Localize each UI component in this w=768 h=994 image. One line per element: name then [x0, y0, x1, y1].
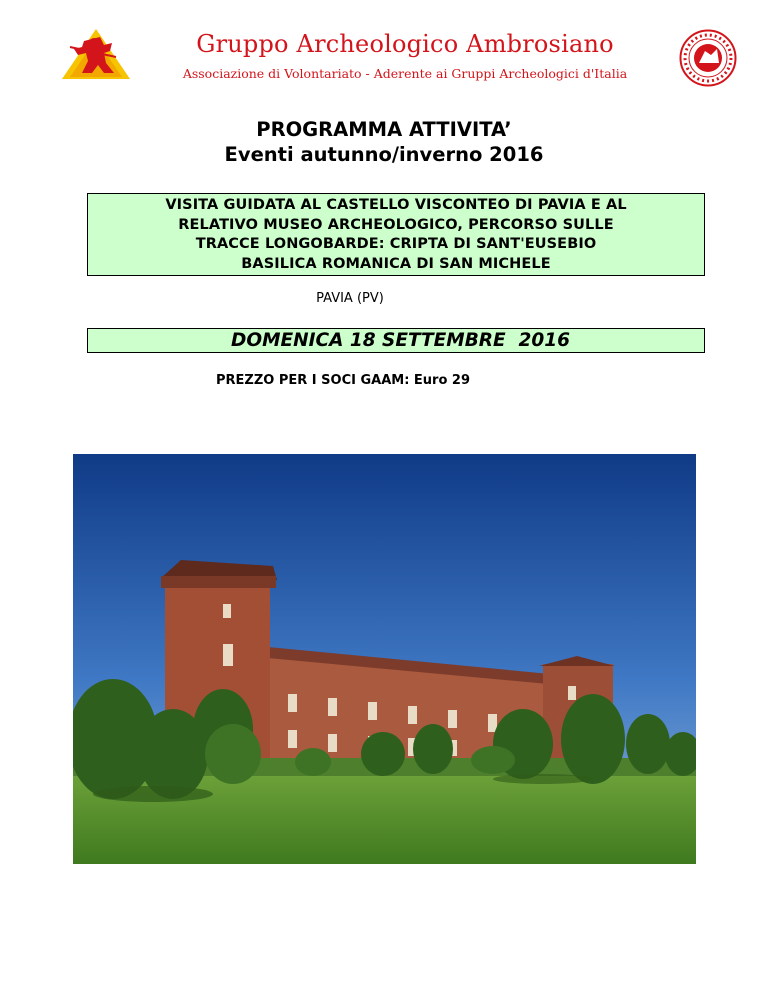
- event-title-box: [87, 193, 705, 276]
- org-subtitle: Associazione di Volontariato - Aderente ai Gruppi Archeologici d'Italia: [182, 66, 628, 81]
- gaam-logo-icon: [60, 27, 132, 81]
- event-location: PAVIA (PV): [316, 291, 384, 306]
- event-title-line: RELATIVO MUSEO ARCHEOLOGICO, PERCORSO SULLE: [178, 216, 614, 233]
- title-line-1: PROGRAMMA ATTIVITA’: [256, 118, 512, 141]
- member-price: PREZZO PER I SOCI GAAM: Euro 29: [216, 373, 471, 388]
- event-title-line: VISITA GUIDATA AL CASTELLO VISCONTEO DI PAVIA E AL: [165, 197, 627, 213]
- gruppi-archeologici-seal-icon: [679, 29, 737, 87]
- event-date: DOMENICA 18 SETTEMBRE 2016: [231, 330, 571, 351]
- page-title: [0, 117, 768, 167]
- org-name: Gruppo Archeologico Ambrosiano: [196, 30, 614, 58]
- event-title-line: TRACCE LONGOBARDE: CRIPTA DI SANT'EUSEBIO: [195, 236, 597, 253]
- castello-visconteo-photo: [73, 454, 696, 864]
- event-date-box: [87, 328, 705, 353]
- event-title-line: BASILICA ROMANICA DI SAN MICHELE: [241, 255, 551, 272]
- title-line-2: Eventi autunno/inverno 2016: [224, 143, 544, 166]
